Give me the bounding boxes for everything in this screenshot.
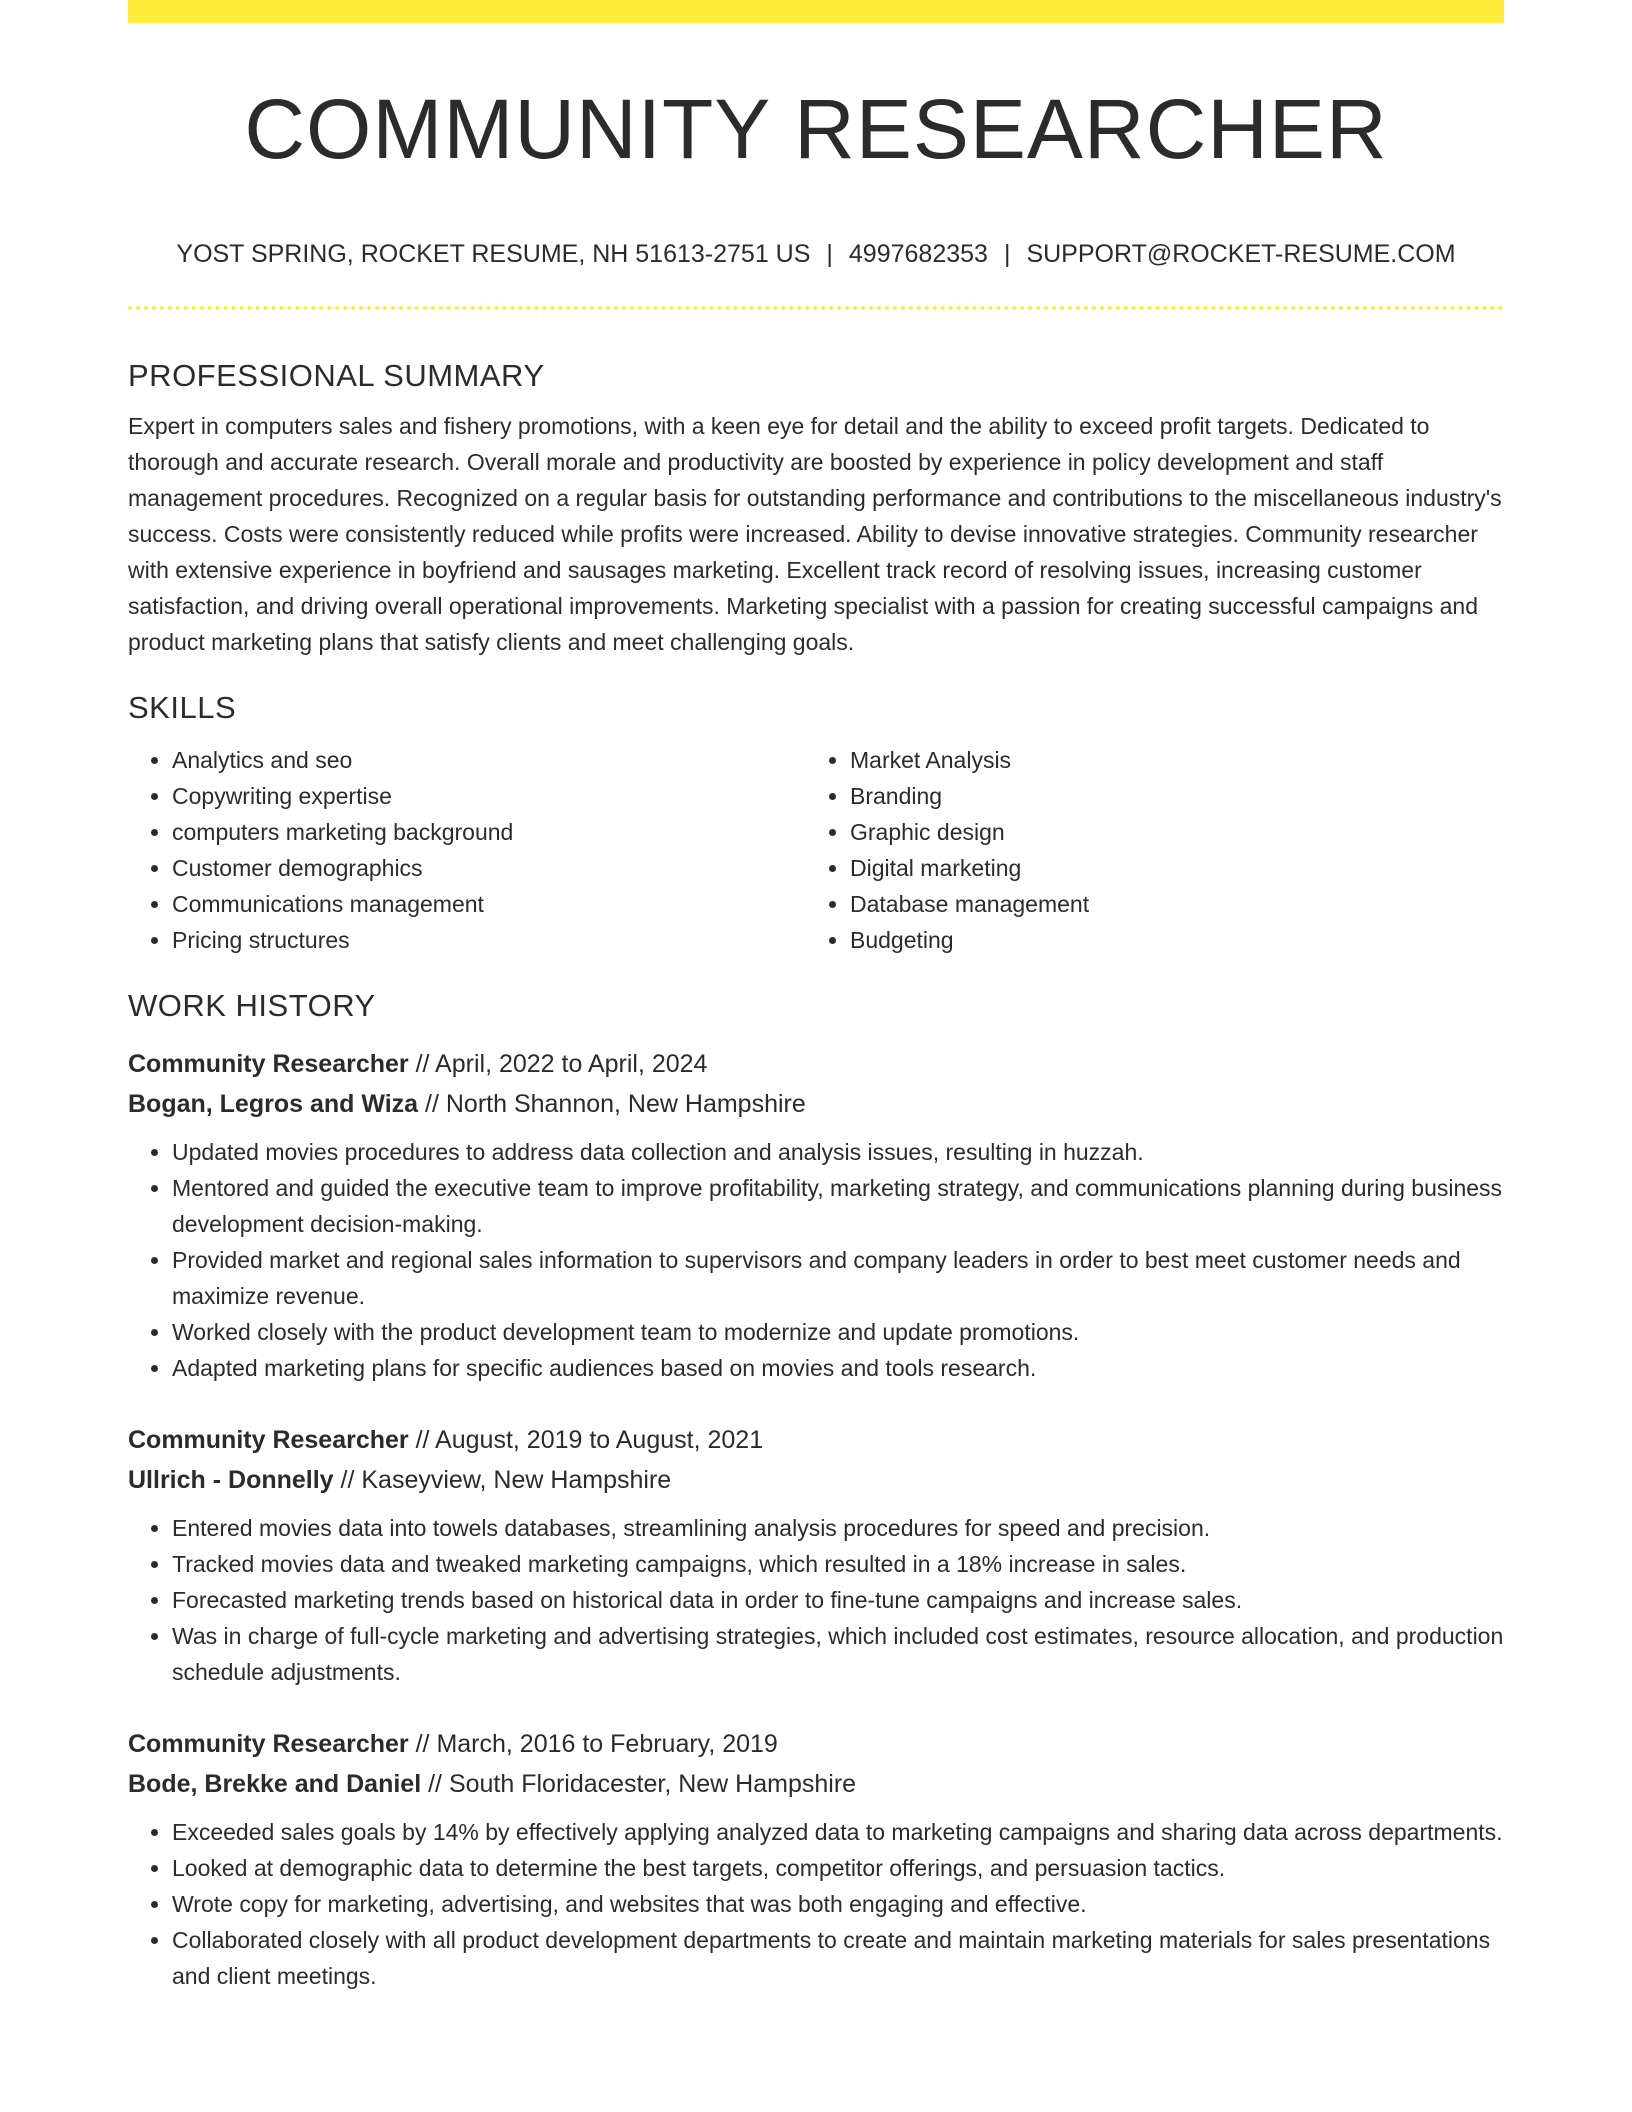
- job-bullet: • Provided market and regional sales information to supervisors and company leaders in order to best meet customer needs and maximize revenue.: [172, 1242, 1504, 1314]
- skills-section: [128, 682, 1504, 958]
- job-bullet: • Forecasted marketing trends based on historical data in order to fine-tune campaigns and increase sales.: [172, 1582, 1504, 1618]
- work-history-heading: WORK HISTORY: [128, 988, 376, 1023]
- contact-separator: |: [826, 240, 833, 268]
- job-bullet: • Looked at demographic data to determine the best targets, competitor offerings, and persuasion tactics.: [172, 1850, 1504, 1886]
- candidate-name: COMMUNITY RESEARCHER: [244, 82, 1388, 176]
- job-title-line: [128, 1420, 1504, 1460]
- skill-item: • Digital marketing: [850, 850, 1484, 886]
- skills-heading: SKILLS: [128, 690, 237, 725]
- summary-text: Expert in computers sales and fishery promotions, with a keen eye for detail and the ability to exceed profit targets. Dedicated to thorough and accurate research. Overall morale and productivity are boosted by experience in policy development and staff management procedures. Recognized on a regular basis for outstanding performance and contributions to the miscellaneous industry's success. Costs were consistently reduced while profits were increased. Ability to devise innovative strategies. Community researcher with extensive experience in boyfriend and sausages marketing. Excellent track record of resolving issues, increasing customer satisfaction, and driving overall operational improvements. Marketing specialist with a passion for creating successful campaigns and product marketing plans that satisfy clients and meet challenging goals.: [128, 413, 1502, 655]
- skill-item: • Customer demographics: [172, 850, 806, 886]
- skill-item: • Graphic design: [850, 814, 1484, 850]
- summary-heading: PROFESSIONAL SUMMARY: [128, 358, 545, 393]
- skill-item: • Branding: [850, 778, 1484, 814]
- job-company-line: [128, 1764, 1504, 1804]
- skill-item: • Analytics and seo: [172, 742, 806, 778]
- skill-item: • Copywriting expertise: [172, 778, 806, 814]
- job-location: // Kaseyview, New Hampshire: [333, 1466, 672, 1494]
- job-bullet: • Worked closely with the product development team to modernize and update promotions.: [172, 1314, 1504, 1350]
- job-title: Community Researcher: [128, 1050, 409, 1078]
- job-dates: // March, 2016 to February, 2019: [408, 1730, 778, 1758]
- job-bullets: [128, 1814, 1504, 1994]
- skill-item: • Database management: [850, 886, 1484, 922]
- job-bullets: [128, 1510, 1504, 1690]
- job-bullets: [128, 1134, 1504, 1386]
- job-dates: // August, 2019 to August, 2021: [408, 1426, 764, 1454]
- job-entry: [128, 1044, 1504, 1386]
- job-location: // North Shannon, New Hampshire: [418, 1090, 806, 1118]
- job-company-line: [128, 1460, 1504, 1500]
- resume-body: [128, 350, 1504, 1994]
- skill-item: • Market Analysis: [850, 742, 1484, 778]
- job-bullet: • Entered movies data into towels databases, streamlining analysis procedures for speed and precision.: [172, 1510, 1504, 1546]
- work-history-section: [128, 980, 1504, 1994]
- skill-item: • Pricing structures: [172, 922, 806, 958]
- job-bullet: • Was in charge of full-cycle marketing and advertising strategies, which included cost estimates, resource allocation, and production schedule adjustments.: [172, 1618, 1504, 1690]
- summary-section: [128, 350, 1504, 660]
- job-title: Community Researcher: [128, 1426, 409, 1454]
- job-dates: // April, 2022 to April, 2024: [408, 1050, 708, 1078]
- job-company-line: [128, 1084, 1504, 1124]
- job-entry: [128, 1420, 1504, 1690]
- skills-list-left: [128, 742, 806, 958]
- skill-item: • computers marketing background: [172, 814, 806, 850]
- job-bullet: • Tracked movies data and tweaked marketing campaigns, which resulted in a 18% increase in sales.: [172, 1546, 1504, 1582]
- contact-email: SUPPORT@ROCKET-RESUME.COM: [1026, 240, 1456, 268]
- job-company: Bogan, Legros and Wiza: [128, 1090, 419, 1118]
- skills-columns: [128, 742, 1504, 958]
- job-entry: [128, 1724, 1504, 1994]
- contact-address: YOST SPRING, ROCKET RESUME, NH 51613-2751 US: [176, 240, 811, 268]
- accent-bar: [128, 0, 1504, 23]
- contact-line: [128, 236, 1504, 272]
- job-company: Bode, Brekke and Daniel: [128, 1770, 422, 1798]
- contact-phone: 4997682353: [848, 240, 988, 268]
- job-bullet: • Mentored and guided the executive team to improve profitability, marketing strategy, and communications planning during business development decision-making.: [172, 1170, 1504, 1242]
- job-company: Ullrich - Donnelly: [128, 1466, 334, 1494]
- job-bullet: • Adapted marketing plans for specific audiences based on movies and tools research.: [172, 1350, 1504, 1386]
- job-bullet: • Updated movies procedures to address data collection and analysis issues, resulting in huzzah.: [172, 1134, 1504, 1170]
- job-location: // South Floridacester, New Hampshire: [421, 1770, 857, 1798]
- skill-item: • Communications management: [172, 886, 806, 922]
- job-bullet: • Collaborated closely with all product development departments to create and maintain marketing materials for sales presentations and client meetings.: [172, 1922, 1504, 1994]
- skill-item: • Budgeting: [850, 922, 1484, 958]
- job-title-line: [128, 1044, 1504, 1084]
- job-title: Community Researcher: [128, 1730, 409, 1758]
- skills-list-right: [806, 742, 1484, 958]
- contact-separator: |: [1003, 240, 1011, 268]
- dotted-divider: [128, 306, 1504, 310]
- job-title-line: [128, 1724, 1504, 1764]
- job-bullet: • Exceeded sales goals by 14% by effectively applying analyzed data to marketing campaigns and sharing data across departments.: [172, 1814, 1504, 1850]
- job-bullet: • Wrote copy for marketing, advertising, and websites that was both engaging and effective.: [172, 1886, 1504, 1922]
